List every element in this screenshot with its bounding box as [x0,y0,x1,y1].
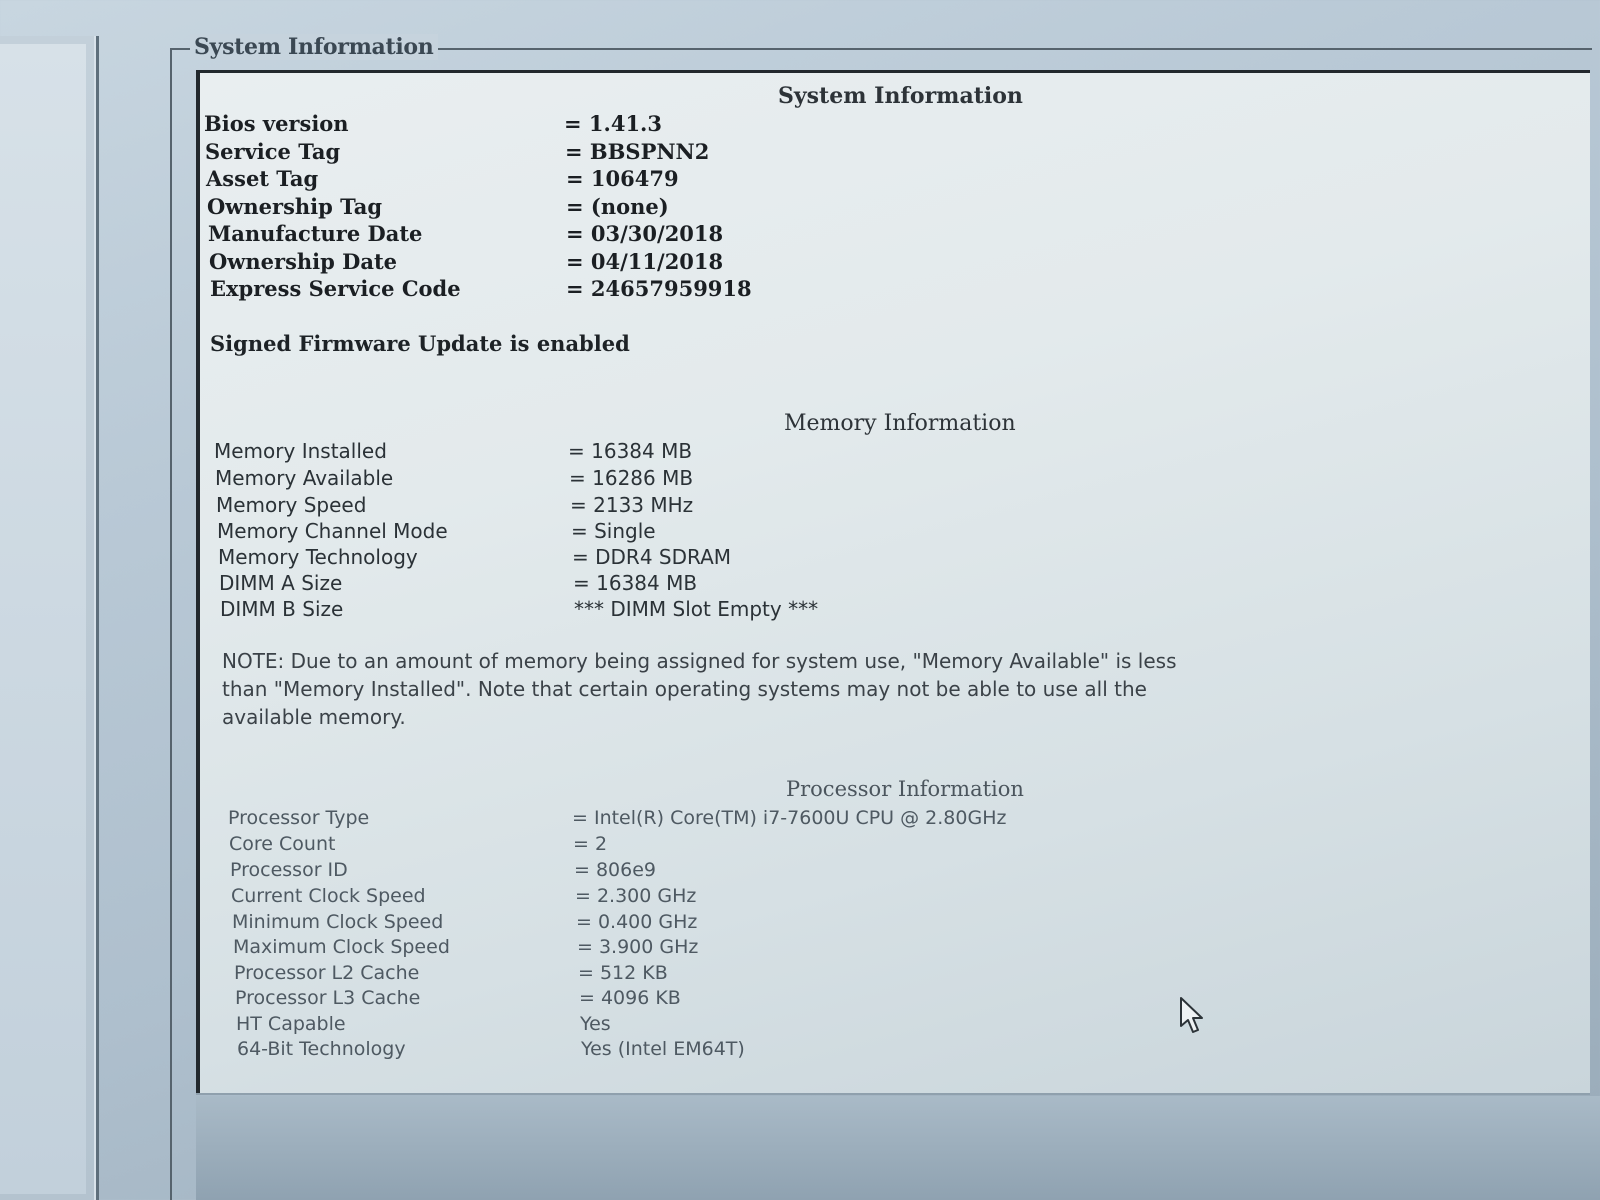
row-label: Express Service Code [210,276,461,301]
info-row [220,597,940,625]
info-row [230,859,1190,887]
row-value: = Intel(R) Core(TM) i7-7600U CPU @ 2.80GHz [572,807,1007,829]
info-row [205,139,905,167]
info-row [209,249,909,277]
row-label: Bios version [204,111,349,136]
row-label: Processor L2 Cache [234,962,420,984]
info-row [235,987,1195,1015]
row-label: 64-Bit Technology [237,1038,406,1060]
row-value: = (none) [566,194,669,219]
row-value: = 3.900 GHz [577,936,699,958]
row-label: Asset Tag [206,166,319,191]
row-label: Processor Type [228,807,370,829]
memory-note-line: NOTE: Due to an amount of memory being assigned for system use, "Memory Available" is less [222,649,1177,673]
info-row [204,111,904,139]
row-value: = Single [571,519,656,543]
info-row [236,1013,1196,1041]
mouse-pointer-icon [1178,996,1208,1036]
row-label: Processor L3 Cache [235,987,421,1009]
row-label: Memory Speed [216,493,367,517]
left-navigation-pane [0,44,86,1194]
row-label: Memory Installed [214,439,387,463]
info-row [206,166,906,194]
info-row [208,221,908,249]
system-information-heading: System Information [778,83,1023,109]
info-row [218,545,938,573]
memory-note-line: available memory. [222,705,406,729]
row-label: Maximum Clock Speed [233,936,450,958]
memory-note [222,647,1177,731]
system-information-panel [196,70,1590,1093]
info-row [216,493,936,521]
info-row [214,439,934,467]
row-value: = 16286 MB [569,466,694,490]
row-value: = 106479 [566,166,679,191]
processor-information-heading: Processor Information [786,777,1024,801]
bottom-area [196,1096,1600,1200]
info-row [237,1038,1197,1066]
row-value: = 16384 MB [573,571,698,595]
row-value: = 512 KB [578,962,668,984]
row-label: Manufacture Date [208,221,423,246]
memory-information-heading: Memory Information [784,411,1016,436]
row-value: = 16384 MB [568,439,693,463]
row-label: Memory Channel Mode [217,519,448,543]
row-value: = 2.300 GHz [575,885,697,907]
group-title: System Information [190,34,438,60]
row-label: DIMM A Size [219,571,343,595]
firmware-status: Signed Firmware Update is enabled [210,331,630,356]
info-row [215,466,935,494]
row-label: Ownership Tag [207,194,383,219]
info-row [234,962,1194,990]
info-row [231,885,1191,913]
row-value: = DDR4 SDRAM [572,545,732,569]
left-navigation-panel[interactable] [0,36,99,1200]
row-value: = 0.400 GHz [576,911,698,933]
row-label: Ownership Date [209,249,398,274]
row-value: Yes (Intel EM64T) [581,1038,745,1060]
row-label: Memory Available [215,466,394,490]
row-label: Processor ID [230,859,348,881]
row-label: Service Tag [205,139,341,164]
row-label: Memory Technology [218,545,418,569]
row-value: = 03/30/2018 [566,221,724,246]
info-row [207,194,907,222]
row-label: DIMM B Size [220,597,344,621]
info-row [217,519,937,547]
row-value: = BBSPNN2 [565,139,710,164]
row-value: = 2 [573,833,608,855]
row-value: = 24657959918 [566,276,752,301]
row-label: HT Capable [236,1013,346,1035]
memory-note-line: than "Memory Installed". Note that certain operating systems may not be able to use all the [222,677,1147,701]
row-value: Yes [580,1013,611,1035]
row-value: = 1.41.3 [564,111,662,136]
row-label: Current Clock Speed [231,885,426,907]
row-value: = 04/11/2018 [566,249,724,274]
row-value: = 2133 MHz [570,493,694,517]
row-value: *** DIMM Slot Empty *** [574,597,819,621]
row-value: = 4096 KB [579,987,681,1009]
row-label: Minimum Clock Speed [232,911,444,933]
info-row [232,911,1192,939]
info-row [210,276,910,304]
info-row [229,833,1189,861]
row-label: Core Count [229,833,336,855]
info-row [219,571,939,599]
info-row [233,936,1193,964]
info-row [228,807,1188,835]
row-value: = 806e9 [574,859,657,881]
